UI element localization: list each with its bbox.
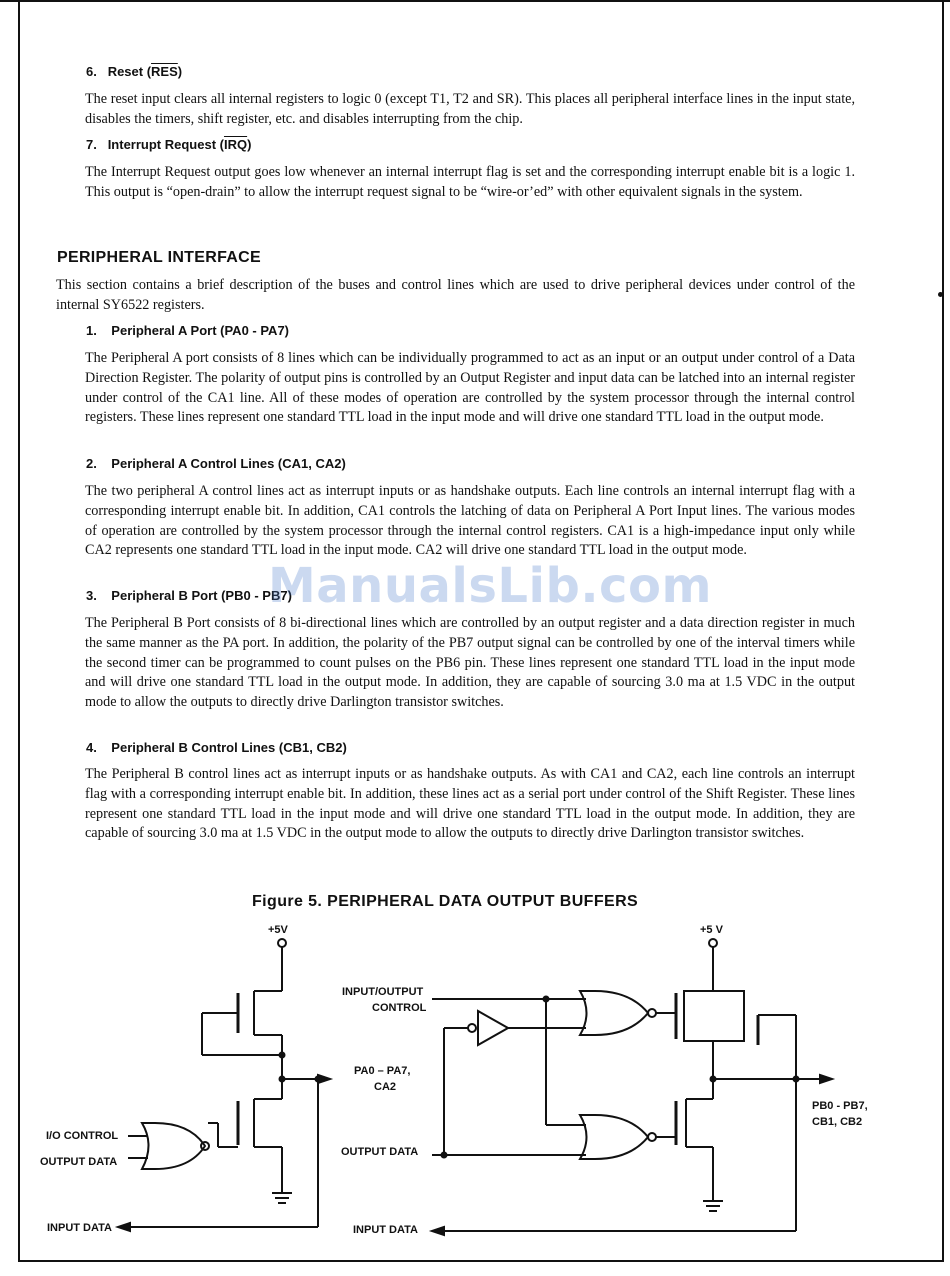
margin-speck <box>938 292 943 297</box>
pa-port-number: 1. <box>86 323 97 338</box>
right-ioc-label-1: INPUT/OUTPUT <box>342 986 424 998</box>
figure-title: Figure 5. PERIPHERAL DATA OUTPUT BUFFERS <box>252 893 639 910</box>
reset-signal: $\overline{RES}$ <box>151 64 178 79</box>
right-vcc-terminal <box>709 939 717 947</box>
reset-title-suffix: ) <box>177 64 183 79</box>
left-output-label-2: CA2 <box>374 1081 397 1093</box>
reset-title: Reset ( <box>107 64 152 79</box>
left-vcc-terminal <box>278 939 286 947</box>
pb-port-title: Peripheral B Port (PB0 - PB7) <box>111 588 292 603</box>
left-io-control-label: I/O CONTROL <box>46 1130 119 1142</box>
pa-port-title: Peripheral A Port (PA0 - PA7) <box>111 323 289 338</box>
right-output-label-2: CB1, CB2 <box>812 1116 863 1128</box>
peripheral-interface-heading: PERIPHERAL INTERFACE <box>57 249 261 266</box>
right-buffer <box>478 1011 508 1045</box>
irq-number: 7. <box>86 137 97 152</box>
pa-control-number: 2. <box>86 456 97 471</box>
right-output-label-1: PB0 - PB7, <box>812 1100 868 1112</box>
right-input-data-label: INPUT DATA <box>353 1224 418 1236</box>
pa-port-body: The Peripheral A port consists of 8 lines which can be individually programmed to act as an input or an output under control of a Data Direction Register. The polarity of output pins is controlled by an Output Register and input data can be latched into an internal register under control of the CA1 line. All of these modes of operation are controlled by the system processor through the internal control registers. These lines represent one standard TTL load in the input mode and will drive one standard TTL load in the output mode. <box>85 350 855 426</box>
reset-number: 6. <box>86 64 97 79</box>
right-ioc-label-2: CONTROL <box>372 1002 427 1014</box>
pb-port-heading <box>86 588 292 603</box>
irq-title: Interrupt Request ( <box>107 137 224 152</box>
right-output-data-label: OUTPUT DATA <box>341 1146 419 1158</box>
pb-port-body: The Peripheral B Port consists of 8 bi-directional lines which are controlled by an output register and a data direction register in much the same manner as the PA port. In addition, the polarity of the PB7 output signal can be controlled by one of the interval timers while the second timer can be programmed to count pulses on the PB6 pin. These lines represent one standard TTL load in the input mode and will drive one standard TTL load in the output mode. In addition, they are capable of sourcing 3.0 ma at 1.5 VDC in the output mode to allow the outputs to directly drive Darlington transistor switches. <box>85 615 855 711</box>
left-output-data-label: OUTPUT DATA <box>40 1156 118 1168</box>
watermark-text: ManualsLib.com <box>268 558 712 614</box>
irq-body: The Interrupt Request output goes low whenever an internal interrupt flag is set and the corresponding interrupt enable bit is a logic 1. This output is “open-drain” to allow the interrupt request signal to be “wire-or’ed” with other equivalent signals in the system. <box>85 164 855 200</box>
irq-signal: $\overline{IRQ}$ <box>223 137 248 152</box>
pb-control-body: The Peripheral B control lines act as interrupt inputs or as handshake outputs. As with CA1 and CA2, each line controls an interrupt flag with a corresponding interrupt enable bit. In addition, these lines act as a serial port under control of the Shift Register. These lines represent one standard TTL load in the input mode and will drive one standard TTL load in the output mode. In addition, they are capable of sourcing 3.0 ma at 1.5 VDC in the output mode to allow the outputs to directly drive Darlington transistor switches. <box>85 766 855 842</box>
pa-port-heading <box>86 323 289 338</box>
output-buffer-schematic <box>0 915 950 1245</box>
right-vcc-label: +5 V <box>700 924 723 936</box>
pb-port-number: 3. <box>86 588 97 603</box>
reset-body: The reset input clears all internal registers to logic 0 (except T1, T2 and SR). This places all peripheral interface lines in the input state, disables the timers, shift register, etc. and disables interrupting from the chip. <box>85 91 855 127</box>
pa-control-heading <box>86 456 346 471</box>
right-pullup-transistor <box>684 991 744 1041</box>
irq-title-suffix: ) <box>247 137 252 152</box>
left-input-data-label: INPUT DATA <box>47 1222 112 1234</box>
irq-heading <box>86 137 251 152</box>
right-lower-nor-gate <box>580 1115 648 1159</box>
pb-control-number: 4. <box>86 740 97 755</box>
left-vcc-label: +5V <box>268 924 288 936</box>
right-upper-nor-gate <box>580 991 648 1035</box>
pb-control-heading <box>86 740 347 755</box>
pa-control-title: Peripheral A Control Lines (CA1, CA2) <box>111 456 346 471</box>
peripheral-intro: This section contains a brief description of the buses and control lines which are used to drive peripheral devices under control of the internal SY6522 registers. <box>56 277 855 313</box>
left-nor-gate <box>142 1123 205 1169</box>
pb-control-title: Peripheral B Control Lines (CB1, CB2) <box>111 740 347 755</box>
left-output-label-1: PA0 – PA7, <box>354 1065 411 1077</box>
pa-control-body: The two peripheral A control lines act as interrupt inputs or as handshake outputs. Each line controls an internal interrupt flag with a corresponding interrupt enable bit. In addition, CA1 controls the latching of data on Peripheral A Port Input lines. The various modes of operation are controlled by the system processor through the internal control registers. CA1 is a high-impedance input only while CA2 represents one standard TTL load in the input mode. CA2 will drive one standard TTL load in the output mode. <box>85 483 855 559</box>
reset-heading <box>86 64 182 79</box>
